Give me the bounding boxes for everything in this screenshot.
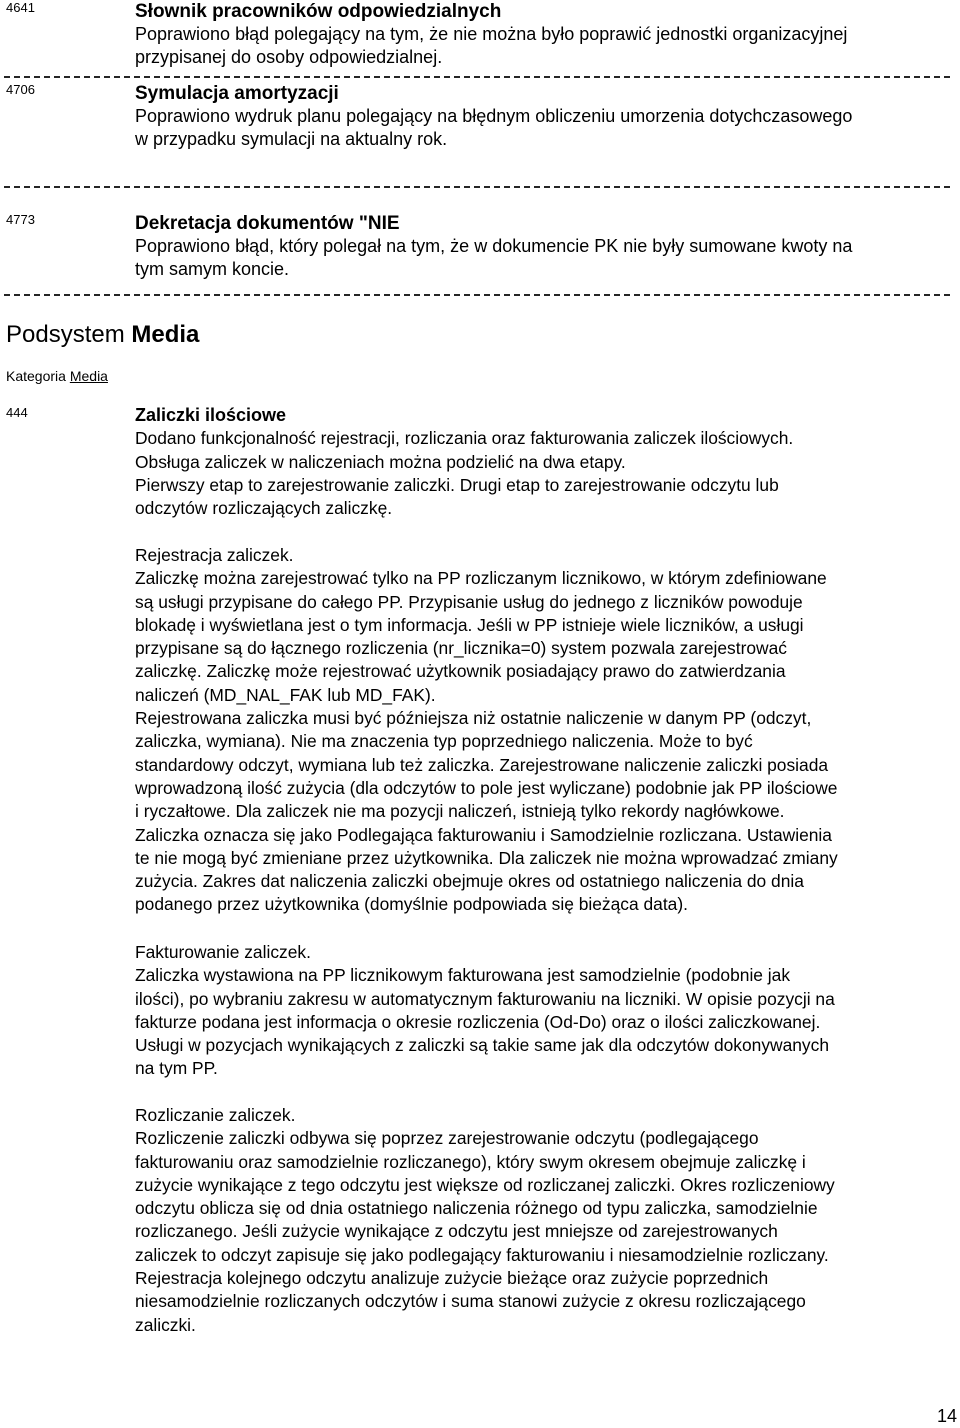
text-line: Pierwszy etap to zarejestrowanie zaliczki. Drugi etap to zarejestrowanie odczytu lub [135, 474, 779, 495]
entry-number: 4706 [6, 82, 35, 97]
item-number: 444 [6, 405, 28, 420]
text-line: i ryczałtowe. Dla zaliczek nie ma pozycji naliczeń, istnieją tylko rekordy nagłówkowe. [135, 801, 785, 822]
text-line: fakturze podana jest informacja o okresie rozliczenia (Od-Do) oraz o ilości zaliczkowanej. [135, 1011, 821, 1032]
entry-body [135, 212, 955, 281]
dashed-separator [4, 186, 950, 188]
item-intro [135, 404, 793, 520]
entry-number: 4773 [6, 212, 35, 227]
text-line: Obsługa zaliczek w naliczeniach można podzielić na dwa etapy. [135, 451, 626, 472]
text-line: standardowy odczyt, wymiana lub też zaliczka. Zarejestrowane naliczenie zaliczki posiada [135, 754, 829, 775]
dashed-separator [4, 294, 950, 296]
text-line: Rozliczenie zaliczki odbywa się poprzez zarejestrowanie odczytu (podlegającego [135, 1128, 759, 1149]
dashed-separator [4, 76, 950, 78]
text-line: zaliczkę. Zaliczkę może rejestrować użytkownik posiadający prawo do zatwierdzania [135, 661, 786, 682]
text-line: zaliczki. [135, 1314, 196, 1335]
text-line: zaliczka, wymiana). Nie ma znaczenia typ poprzedniego naliczenia. Może to być [135, 731, 753, 752]
text-line: zaliczek to odczyt zapisuje się jako podlegający fakturowaniu i niesamodzielnie rozliczany. [135, 1244, 829, 1265]
text-line: Fakturowanie zaliczek. [135, 942, 311, 962]
text-line: są usługi przypisane do całego PP. Przypisanie usług do jednego z liczników powoduje [135, 591, 803, 612]
text-line: fakturowaniu oraz samodzielnie rozliczanego), który swym okresem obejmuje zaliczkę i [135, 1151, 806, 1172]
text-line: Zaliczkę można zarejestrować tylko na PP rozliczanym licznikowo, w którym zdefiniowane [135, 568, 827, 589]
page-number: 14 [937, 1406, 958, 1426]
text-line: podanego przez użytkownika (domyślnie podpowiada się bieżąca data). [135, 894, 688, 915]
text-line: zużycie wynikające z tego odczytu jest większe od rozliczanej zaliczki. Okres rozliczeniowy [135, 1174, 835, 1195]
text-line: Zaliczka wystawiona na PP licznikowym fakturowana jest samodzielnie (podobnie jak [135, 965, 791, 986]
entry-line: w przypadku symulacji na aktualny rok. [135, 129, 448, 149]
entry-body [135, 82, 955, 151]
category-heading [6, 368, 108, 384]
text-line: Rejestracja kolejnego odczytu analizuje zużycie bieżące oraz zużycie poprzednich [135, 1268, 769, 1289]
text-line: Dodano funkcjonalność rejestracji, rozliczania oraz fakturowania zaliczek ilościowych. [135, 428, 794, 449]
text-line: ilości), po wybraniu zakresu w automatycznym fakturowaniu na liczniki. W opisie pozycji na [135, 988, 835, 1009]
entry-line: tym samym koncie. [135, 259, 290, 279]
subsystem-name: Media [131, 321, 200, 348]
subsystem-prefix: Podsystem [6, 321, 125, 348]
text-line: Usługi w pozycjach wynikających z zaliczki są takie same jak dla odczytów dokonywanych [135, 1035, 829, 1056]
category-link[interactable]: Media [69, 368, 108, 384]
entry-title: Dekretacja dokumentów "NIE [135, 213, 400, 234]
entry-number: 4641 [6, 0, 35, 15]
text-line: Rejestrowana zaliczka musi być późniejsza niż ostatnie naliczenie w danym PP (odczyt, [135, 708, 812, 729]
text-line: wprowadzoną ilość zużycia (dla odczytów to pole jest wyliczane) podobnie jak PP ilościowe [135, 777, 838, 798]
entry-body [135, 0, 955, 69]
text-line: odczytu oblicza się od dnia ostatniego naliczenia różnego od typu zaliczka, samodzielnie [135, 1198, 818, 1219]
text-line: na tym PP. [135, 1058, 218, 1079]
text-line: blokadę i wyświetlana jest o tym informacja. Jeśli w PP istnieje wiele liczników, a usługi [135, 614, 804, 635]
section-registration [135, 544, 838, 917]
section-invoicing [135, 941, 835, 1081]
entry-line: Poprawiono błąd polegający na tym, że nie można było poprawić jednostki organizacyjnej [135, 24, 848, 44]
text-line: zużycia. Zakres dat naliczenia zaliczki obejmuje okres od ostatniego naliczenia do dnia [135, 871, 804, 892]
entry-title: Słownik pracowników odpowiedzialnych [135, 1, 502, 22]
item-title: Zaliczki ilościowe [135, 405, 287, 425]
text-line: przypisane są do łącznego rozliczenia (nr_licznika=0) system pozwala zarejestrować [135, 638, 787, 659]
text-line: niesamodzielnie rozliczanych odczytów i suma stanowi zużycie z okresu rozliczającego [135, 1291, 806, 1312]
category-prefix: Kategoria [6, 368, 66, 384]
text-line: naliczeń (MD_NAL_FAK lub MD_FAK). [135, 684, 436, 705]
text-line: Rozliczanie zaliczek. [135, 1105, 296, 1125]
text-line: rozliczanego. Jeśli zużycie wynikające z odczytu jest mniejsze od zarejestrowanych [135, 1221, 778, 1242]
entry-line: przypisanej do osoby odpowiedzialnej. [135, 47, 443, 67]
text-line: Rejestracja zaliczek. [135, 545, 294, 565]
subsystem-heading [6, 321, 199, 349]
entry-line: Poprawiono wydruk planu polegający na błędnym obliczeniu umorzenia dotychczasowego [135, 106, 853, 126]
section-settlement [135, 1104, 835, 1337]
text-line: odczytów rozliczających zaliczkę. [135, 498, 393, 519]
entry-title: Symulacja amortyzacji [135, 83, 339, 104]
text-line: Zaliczka oznacza się jako Podlegająca fakturowaniu i Samodzielnie rozliczana. Ustawienia [135, 824, 832, 845]
text-line: te nie mogą być zmieniane przez użytkownika. Dla zaliczek nie można wprowadzać zmiany [135, 847, 838, 868]
entry-line: Poprawiono błąd, który polegał na tym, że w dokumencie PK nie były sumowane kwoty na [135, 236, 853, 256]
